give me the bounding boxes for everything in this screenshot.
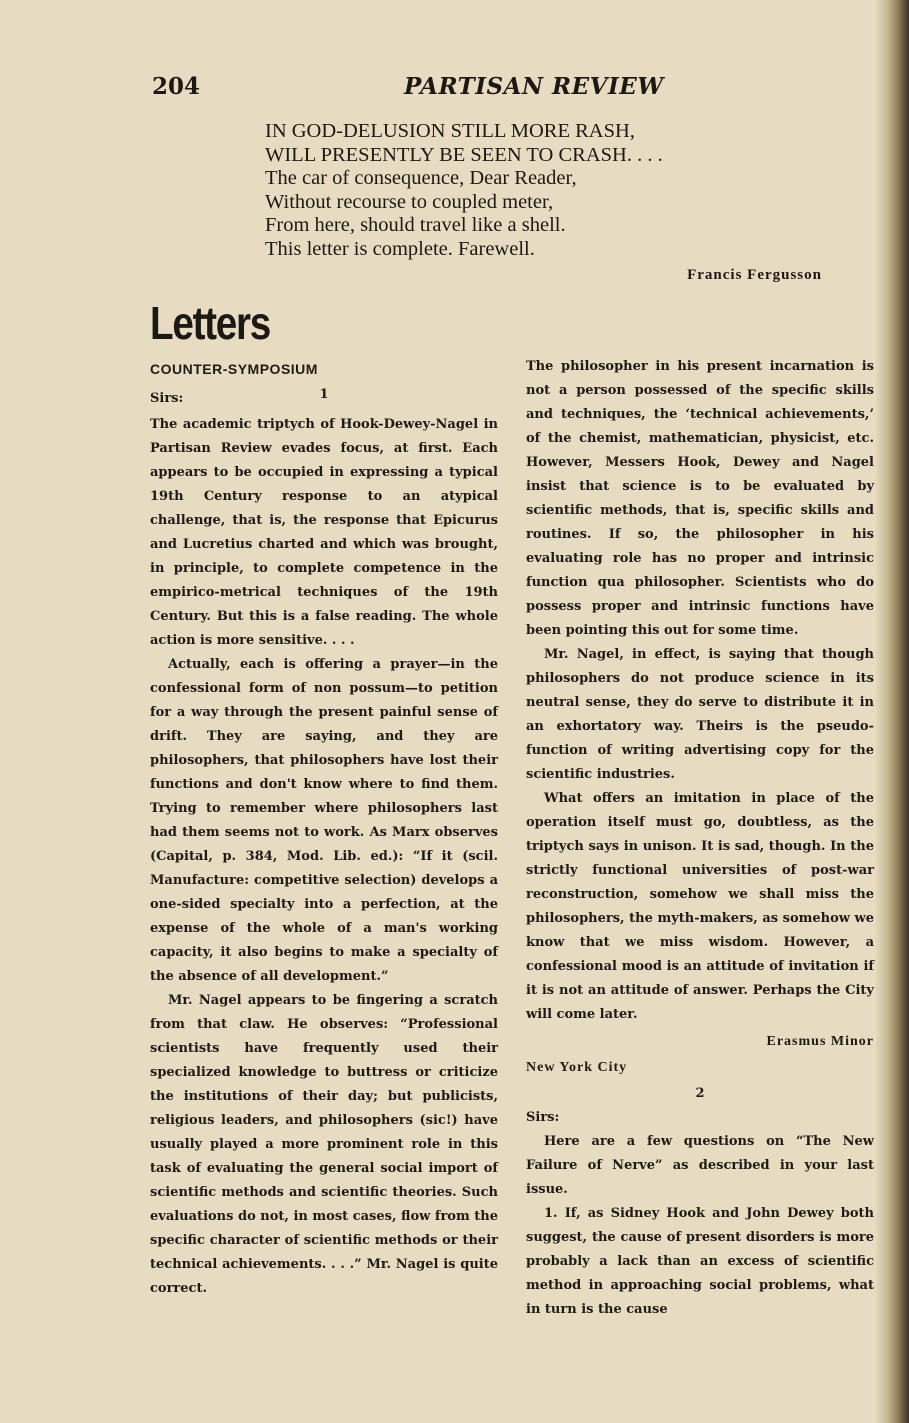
section-subheading: COUNTER-SYMPOSIUM bbox=[150, 361, 318, 377]
paragraph: The philosopher in his present incarnation is not a person possessed of the specific skills and techniques, the ‘technical achievements,’ of the chemist, mathematician, physicist, etc. However, Messers Hook, Dewey and Nagel insist that science is to be evaluated by scientific methods, that is, specific skills and routines. If so, the philosopher in his evaluating role has no proper and intrinsic function qua philosopher. Scientists who do possess proper and intrinsic functions have been pointing this out for some time. bbox=[526, 359, 874, 638]
paragraph: 1. If, as Sidney Hook and John Dewey both suggest, the cause of present disorders is more probably a lack than an excess of scientific method in approaching social problems, what in turn is the cause bbox=[526, 1206, 874, 1317]
author-signature-minor: Erasmus Minor bbox=[766, 1034, 874, 1049]
place-line: New York City bbox=[526, 1060, 628, 1075]
page-header bbox=[152, 73, 872, 113]
running-title: PARTISAN REVIEW bbox=[404, 73, 664, 100]
paragraph: Here are a few questions on “The New Failure of Nerve” as described in your last issue. bbox=[526, 1134, 874, 1197]
poem-line: This letter is complete. Farewell. bbox=[265, 237, 535, 260]
salutation: Sirs: bbox=[150, 391, 184, 406]
column-left bbox=[150, 357, 498, 1301]
paragraph: The academic triptych of Hook-Dewey-Nagel in Partisan Review evades focus, at first. Each appears to be occupied in expressing a typical 19th Century response to an atypical challenge, that is, the response that Epicurus and Lucretius charted and which was brought, in principle, to complete competence in the empirico-metrical techniques of the 19th Century. But this is a false reading. The whole action is more sensitive. . . . bbox=[150, 417, 498, 648]
page-number: 204 bbox=[152, 73, 201, 100]
paragraph: Actually, each is offering a prayer—in the confessional form of non possum—to petition for a way through the present painful sense of drift. They are saying, and they are philosophers, that philosophers have lost their functions and don't know where to find them. Trying to remember where philosophers last had them seems not to work. As Marx observes (Capital, p. 384, Mod. Lib. ed.): “If it (scil. Manufacture: competitive selection) develops a one-sided specialty into a perfection, at the expense of the whole of a man's working capacity, it also begins to make a specialty of the absence of all development.” bbox=[150, 657, 498, 984]
paragraph: Mr. Nagel, in effect, is saying that though philosophers do not produce science in its neutral sense, they do serve to distribute it in an exhortatory way. Theirs is the pseudo-function of writing advertising copy for the scientific industries. bbox=[526, 647, 874, 782]
poem-stanza bbox=[265, 120, 825, 261]
letter-number: 1 bbox=[319, 387, 329, 402]
poem-line: Without recourse to coupled meter, bbox=[265, 190, 554, 213]
paragraph: What offers an imitation in place of the operation itself must go, doubtless, as the triptych says in unison. It is sad, though. In the strictly functional universities of post-war reconstruction, somehow we shall miss the philosophers, the myth-makers, as somehow we know that we miss wisdom. However, a confessional mood is an attitude of invitation if it is not an attitude of answer. Perhaps the City will come later. bbox=[526, 791, 874, 1022]
letter-1-heading bbox=[150, 387, 498, 413]
poem-line: WILL PRESENTLY BE SEEN TO CRASH. . . . bbox=[265, 143, 663, 166]
page-edge-shadow bbox=[875, 0, 909, 1423]
paragraph: Mr. Nagel appears to be fingering a scratch from that claw. He observes: “Professional scientists have frequently used their specialized knowledge to buttress or criticize the institutions of their day; but publicists, religious leaders, and philosophers (sic!) have usually played a more prominent role in this task of evaluating the general social import of scientific methods and scientific theories. Such evaluations do not, in most cases, flow from the specific character of scientific methods or their technical achievements. . . .” Mr. Nagel is quite correct. bbox=[150, 993, 498, 1296]
column-right bbox=[526, 355, 874, 1322]
poem-line: The car of consequence, Dear Reader, bbox=[265, 167, 577, 189]
author-signature-fergusson: Francis Fergusson bbox=[687, 267, 822, 283]
section-title: Letters bbox=[150, 297, 271, 349]
letter-number: 2 bbox=[695, 1086, 705, 1101]
salutation: Sirs: bbox=[526, 1110, 560, 1125]
poem-line: IN GOD-DELUSION STILL MORE RASH, bbox=[265, 120, 635, 142]
poem-line: From here, should travel like a shell. bbox=[265, 214, 566, 236]
